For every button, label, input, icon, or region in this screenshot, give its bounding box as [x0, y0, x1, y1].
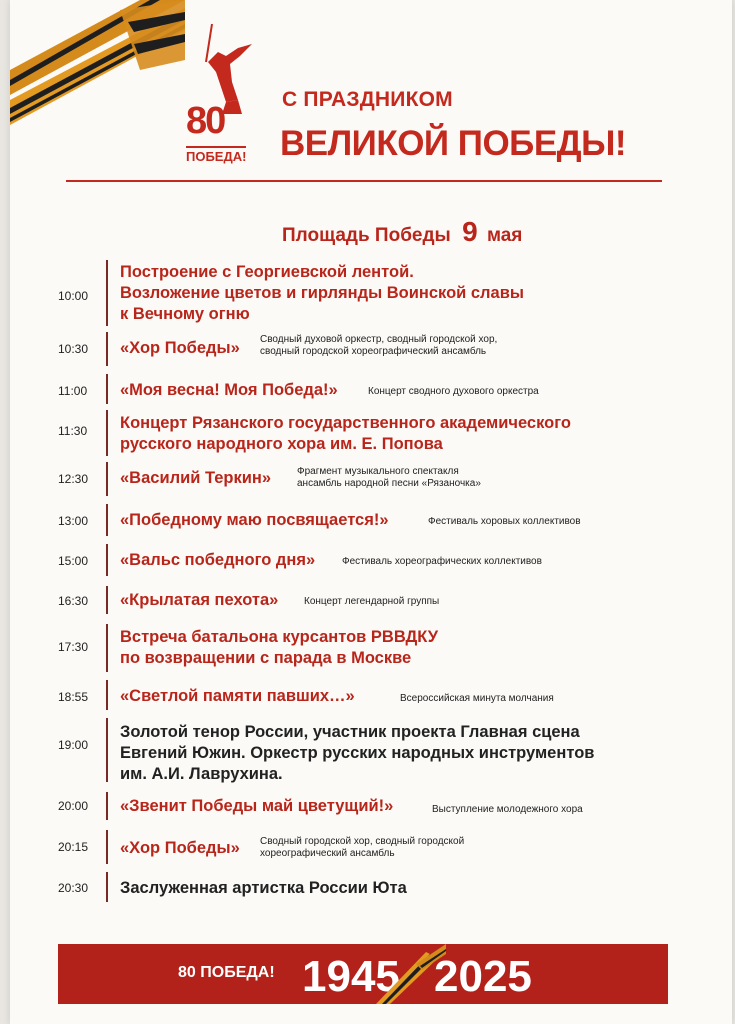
schedule-time: 18:55 [58, 690, 89, 704]
time-divider [106, 260, 108, 326]
schedule-subtitle: Выступление молодежного хора [432, 804, 583, 815]
schedule-subtitle: Концерт сводного духового оркестра [368, 386, 539, 397]
schedule-title-line2: Возложение цветов и гирлянды Воинской славы [120, 284, 524, 302]
time-divider [106, 462, 108, 496]
schedule-time: 10:00 [58, 289, 89, 303]
schedule-title: «Хор Победы» [120, 839, 240, 857]
schedule-title: «Вальс победного дня» [120, 551, 316, 569]
poster-sheet [10, 0, 732, 1024]
schedule-time: 12:30 [58, 472, 89, 486]
schedule-time: 20:30 [58, 881, 89, 895]
schedule-time: 16:30 [58, 594, 89, 608]
schedule-title: Концерт Рязанского государственного академического [120, 414, 571, 432]
schedule-title: Заслуженная артистка России Юта [120, 879, 407, 897]
schedule-subtitle: Фрагмент музыкального спектакля [297, 466, 459, 477]
time-divider [106, 624, 108, 672]
time-divider [106, 332, 108, 366]
logo-label: ПОБЕДА! [186, 146, 246, 164]
schedule-subtitle-line2: сводный городской хореографический ансамбль [260, 346, 487, 357]
schedule-subtitle: Всероссийская минута молчания [400, 693, 554, 704]
schedule-time: 13:00 [58, 514, 89, 528]
schedule-time: 11:30 [58, 424, 88, 438]
st-george-ribbon-icon [10, 0, 190, 140]
year-end: 2025 [434, 952, 532, 1001]
event-day: 9 [462, 216, 478, 247]
schedule-title: Построение с Георгиевской лентой. [120, 263, 414, 281]
schedule-subtitle: Сводный городской хор, сводный городской [260, 836, 465, 847]
time-divider [106, 374, 108, 404]
schedule-subtitle: Фестиваль хореографических коллективов [342, 556, 542, 567]
time-divider [106, 586, 108, 614]
schedule-time: 15:00 [58, 554, 89, 568]
header-divider [66, 180, 662, 182]
schedule-title: «Крылатая пехота» [120, 591, 279, 609]
time-divider [106, 680, 108, 710]
schedule-subtitle-line2: ансамбль народной песни «Рязаночка» [297, 478, 481, 489]
schedule-time: 11:00 [58, 384, 88, 398]
schedule-subtitle: Фестиваль хоровых коллективов [428, 516, 581, 527]
schedule-title-line3: к Вечному огню [120, 305, 250, 323]
greeting-line-1: С ПРАЗДНИКОМ [282, 88, 453, 111]
schedule-title: Встреча батальона курсантов РВВДКУ [120, 628, 439, 646]
place-name: Площадь Победы [282, 225, 451, 246]
schedule-title: «Победному маю посвящается!» [120, 511, 389, 529]
schedule-time: 19:00 [58, 738, 89, 752]
year-start: 1945 [302, 952, 400, 1001]
event-location [282, 216, 522, 248]
schedule-title-line2: русского народного хора им. Е. Попова [120, 435, 443, 453]
schedule-subtitle-line2: хореографический ансамбль [260, 848, 395, 859]
greeting-line-2: ВЕЛИКОЙ ПОБЕДЫ! [280, 124, 627, 163]
schedule-title-line3: им. А.И. Лаврухина. [120, 765, 283, 783]
time-divider [106, 792, 108, 820]
event-month: мая [486, 225, 523, 246]
schedule-time: 17:30 [58, 640, 89, 654]
schedule-title: «Хор Победы» [120, 339, 240, 357]
schedule-subtitle: Концерт легендарной группы [304, 596, 440, 607]
footer-banner [58, 944, 668, 1004]
schedule-time: 10:30 [58, 342, 89, 356]
time-divider [106, 410, 108, 456]
schedule-title: «Звенит Победы май цветущий!» [120, 797, 394, 815]
time-divider [106, 872, 108, 902]
schedule-subtitle: Сводный духовой оркестр, сводный городской хор, [260, 334, 498, 345]
schedule-title-line2: по возвращении с парада в Москве [120, 649, 412, 667]
schedule-title: «Моя весна! Моя Победа!» [120, 381, 338, 399]
schedule-time: 20:00 [58, 799, 89, 813]
time-divider [106, 544, 108, 576]
schedule-title: Золотой тенор России, участник проекта Главная сцена [120, 723, 580, 741]
time-divider [106, 718, 108, 782]
logo-number: 80 [186, 100, 225, 142]
time-divider [106, 504, 108, 536]
schedule-title-line2: Евгений Южин. Оркестр русских народных инструментов [120, 744, 595, 762]
schedule-title: «Василий Теркин» [120, 469, 271, 487]
schedule-time: 20:15 [58, 840, 89, 854]
schedule-title: «Светлой памяти павших…» [120, 687, 355, 705]
time-divider [106, 830, 108, 864]
footer-label: 80 ПОБЕДА! [178, 964, 275, 981]
